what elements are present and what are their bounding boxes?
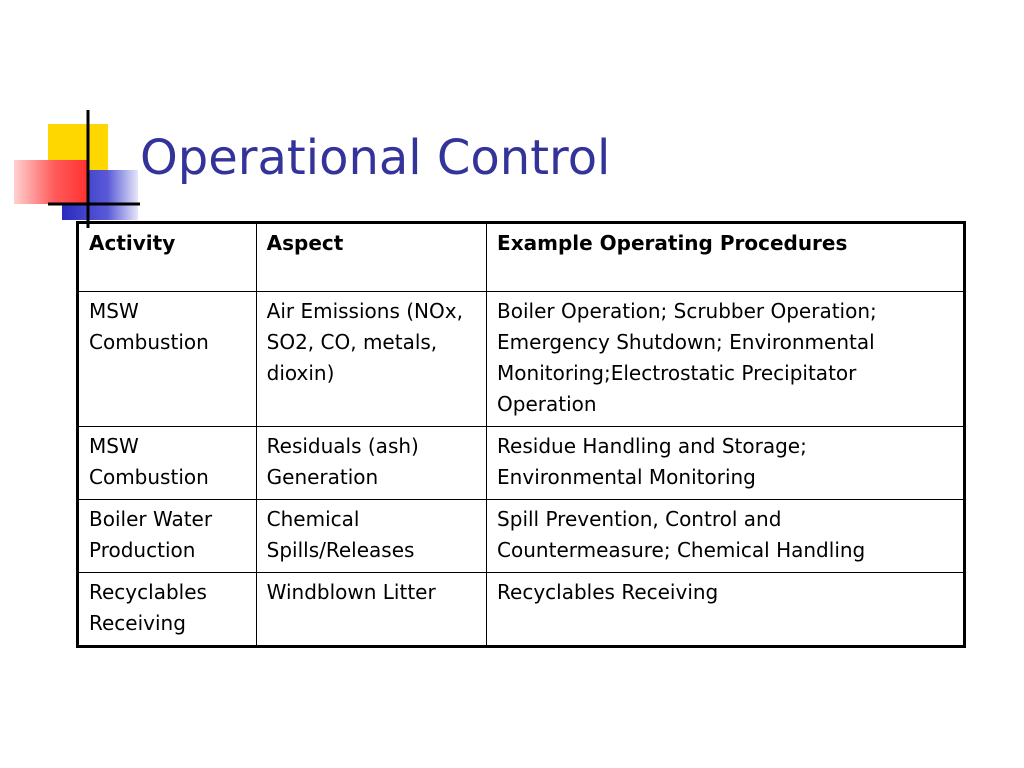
table-row (78, 292, 965, 427)
table-row (78, 500, 965, 573)
column-header-aspect: Aspect (256, 223, 486, 292)
table-header-row (78, 223, 965, 292)
cell-aspect: Chemical Spills/Releases (256, 500, 486, 573)
cell-procedures: Recyclables Receiving (487, 573, 965, 647)
logo-red-bar (14, 160, 88, 204)
cell-activity: MSW Combustion (78, 292, 257, 427)
cell-activity: MSW Combustion (78, 427, 257, 500)
cell-procedures: Residue Handling and Storage; Environmental Monitoring (487, 427, 965, 500)
cell-aspect: Windblown Litter (256, 573, 486, 647)
table-row (78, 427, 965, 500)
cell-aspect: Air Emissions (NOx, SO2, CO, metals, dioxin) (256, 292, 486, 427)
decorative-logo-graphic (0, 0, 140, 240)
column-header-activity: Activity (78, 223, 257, 292)
cell-procedures: Boiler Operation; Scrubber Operation; Emergency Shutdown; Environmental Monitoring;Electrostatic Precipitator Operation (487, 292, 965, 427)
cell-aspect: Residuals (ash) Generation (256, 427, 486, 500)
cell-activity: Boiler Water Production (78, 500, 257, 573)
column-header-procedures: Example Operating Procedures (487, 223, 965, 292)
operational-control-table (76, 221, 966, 648)
cell-activity: Recyclables Receiving (78, 573, 257, 647)
slide-title: Operational Control (140, 130, 611, 186)
table-row (78, 573, 965, 647)
cell-procedures: Spill Prevention, Control and Countermeasure; Chemical Handling (487, 500, 965, 573)
